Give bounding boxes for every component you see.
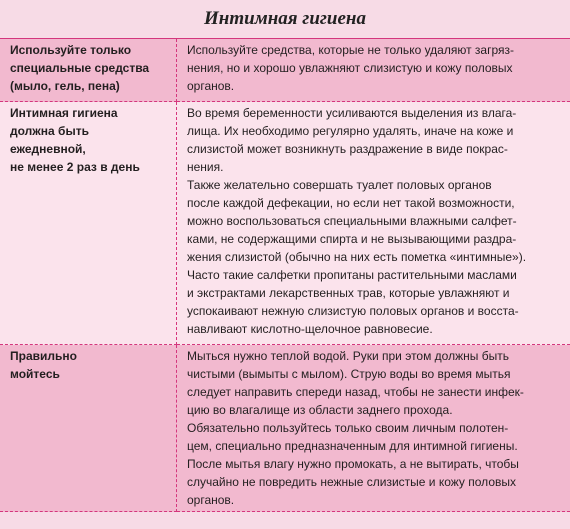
row-heading-line: ежедневной, [10, 142, 86, 156]
row-text-line: после каждой дефекации, но если нет такой возможности, [187, 196, 515, 210]
row-text-line: случайно не повредить нежные слизистые и кожу половых [187, 475, 516, 489]
row-heading-cell [0, 102, 177, 345]
table-row [0, 39, 570, 102]
row-text-cell [177, 102, 570, 345]
row-text-line: и экстрактами лекарственных трав, которые увлажняют и [187, 286, 510, 300]
row-text-line: После мытья влагу нужно промокать, а не вытирать, чтобы [187, 457, 519, 471]
row-heading-line: не менее 2 раз в день [10, 160, 140, 174]
row-text-line: можно воспользоваться специальными влажными салфет- [187, 214, 517, 228]
row-text-cell [177, 39, 570, 102]
row-heading-line: должна быть [10, 124, 89, 138]
row-text-line: цию во влагалище из области заднего прохода. [187, 403, 453, 417]
row-heading-line: (мыло, гель, пена) [10, 79, 120, 93]
row-text-line: слизистой может возникнуть раздражение в виде покрас- [187, 142, 508, 156]
row-text-line: лища. Их необходимо регулярно удалять, иначе на коже и [187, 124, 514, 138]
row-text-line: цем, специально предназначенным для интимной гигиены. [187, 439, 518, 453]
table-row [0, 102, 570, 345]
row-heading-line: Интимная гигиена [10, 106, 118, 120]
row-text-line: следует направить спереди назад, чтобы не занести инфек- [187, 385, 524, 399]
row-heading-cell [0, 39, 177, 102]
row-text-line: Обязательно пользуйтесь только своим личным полотен- [187, 421, 509, 435]
row-text-line: органов. [187, 493, 235, 507]
row-text-line: Мыться нужно теплой водой. Руки при этом должны быть [187, 349, 509, 363]
row-text-cell [177, 345, 570, 512]
row-text-line: ками, не содержащими спирта и не вызывающими раздра- [187, 232, 517, 246]
row-heading-line: мойтесь [10, 367, 60, 381]
table-row [0, 345, 570, 512]
hygiene-table [0, 38, 570, 512]
row-text-line: Используйте средства, которые не только удаляют загряз- [187, 43, 515, 57]
row-heading-line: Используйте только [10, 43, 132, 57]
row-text-line: навливают кислотно-щелочное равновесие. [187, 322, 433, 336]
row-heading-line: Правильно [10, 349, 77, 363]
row-text-line: нения. [187, 160, 224, 174]
row-text-line: органов. [187, 79, 235, 93]
row-heading-line: специальные средства [10, 61, 150, 75]
table-title: Интимная гигиена [204, 8, 366, 29]
row-text-line: Часто такие салфетки пропитаны растительными маслами [187, 268, 517, 282]
row-heading-cell [0, 345, 177, 512]
row-text-line: Также желательно совершать туалет половых органов [187, 178, 492, 192]
row-text-line: Во время беременности усиливаются выделения из влага- [187, 106, 517, 120]
row-text-line: чистыми (вымыты с мылом). Струю воды во время мытья [187, 367, 511, 381]
row-text-line: жения слизистой (обычно на них есть пометка «интимные»). [187, 250, 527, 264]
row-text-line: успокаивают нежную слизистую половых органов и восста- [187, 304, 519, 318]
row-text-line: нения, но и хорошо увлажняют слизистую и кожу половых [187, 61, 513, 75]
